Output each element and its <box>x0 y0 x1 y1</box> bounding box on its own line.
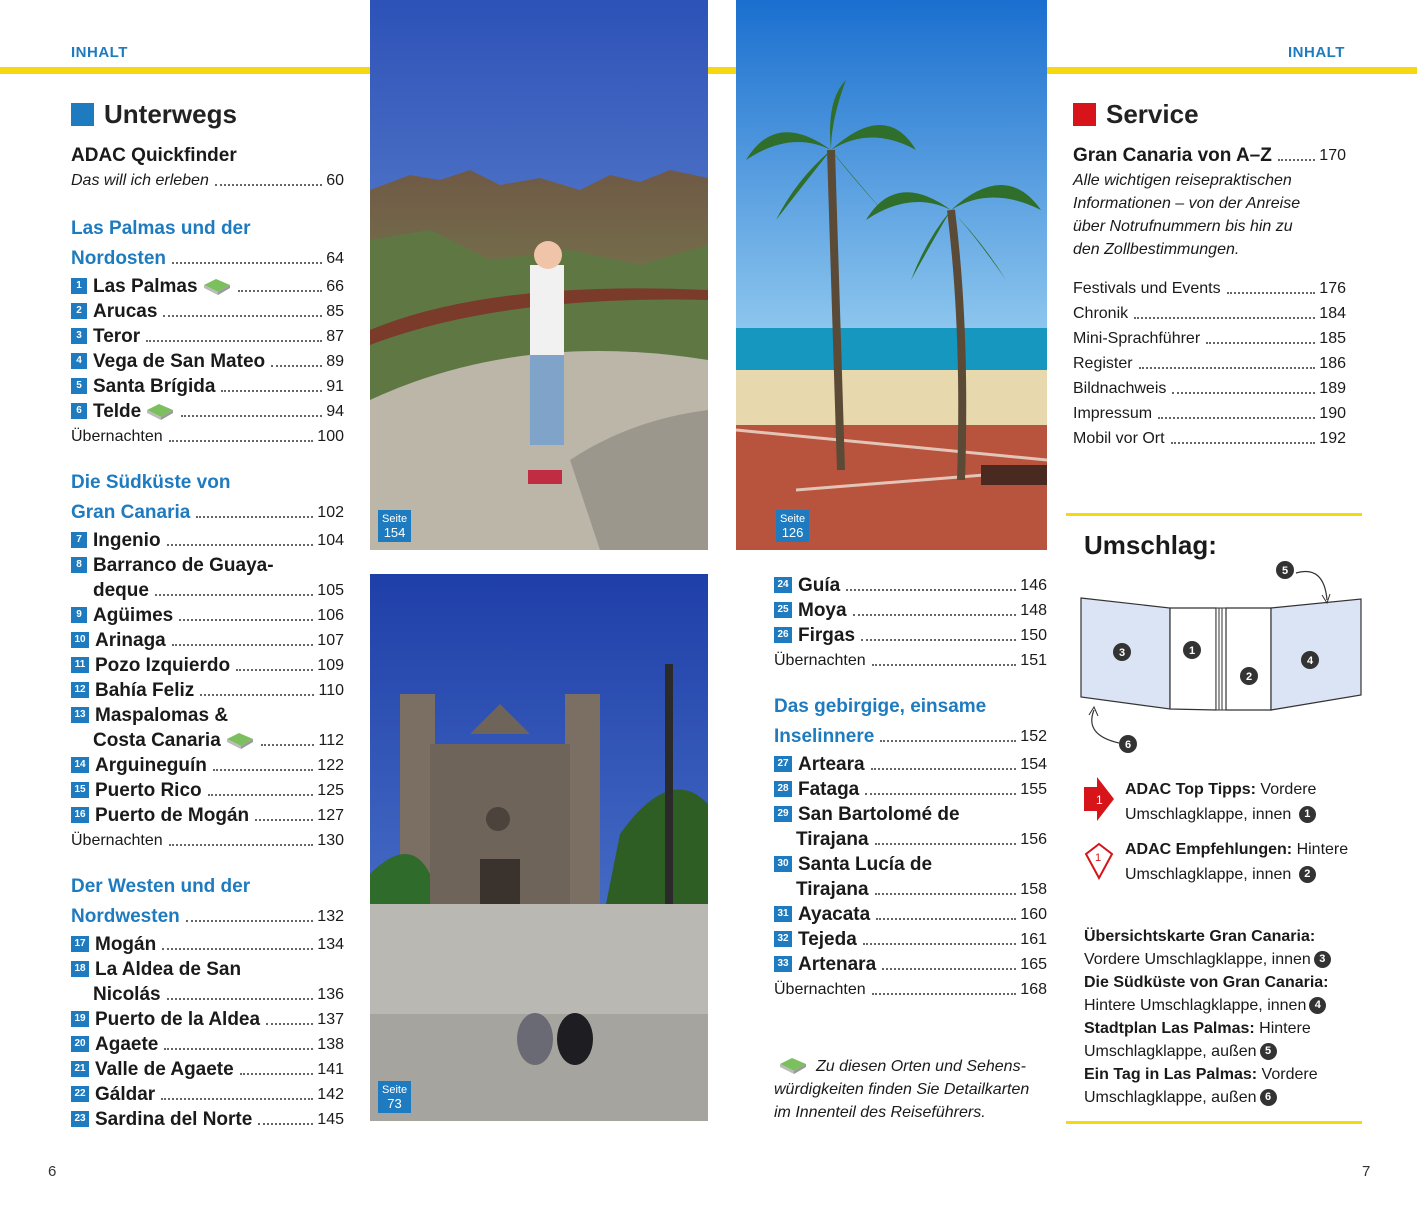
toc-entry[interactable] <box>71 1006 344 1031</box>
entry-page: 127 <box>317 807 344 824</box>
svg-text:1: 1 <box>1188 645 1196 657</box>
toc-entry[interactable] <box>71 1106 344 1131</box>
toc-left <box>71 142 344 1131</box>
photo-viewpoint-svg <box>370 0 708 550</box>
entry-number-badge: 20 <box>71 1036 89 1052</box>
umschlag-bottom-rule <box>1066 1121 1362 1124</box>
toc-entry-cont[interactable] <box>71 727 344 752</box>
entry-number-badge: 8 <box>71 557 87 573</box>
toc-entry[interactable] <box>71 702 344 727</box>
entry-number-badge: 6 <box>71 403 87 419</box>
entry-number-badge: 19 <box>71 1011 89 1027</box>
toc-entry[interactable] <box>71 298 344 323</box>
uebernachten-label: Übernachten <box>71 832 163 849</box>
header-rule-mid <box>708 67 736 74</box>
toc-entry[interactable] <box>774 801 1047 826</box>
entry-number-badge: 22 <box>71 1086 89 1102</box>
entry-number-badge: 17 <box>71 936 89 952</box>
service-entry[interactable] <box>1073 425 1346 450</box>
umschlag-title: Umschlag: <box>1084 530 1217 560</box>
region-title-cont: Inselinnere <box>774 726 875 747</box>
region-page: 132 <box>317 908 344 925</box>
entry-number-badge: 31 <box>774 906 792 922</box>
region-title[interactable]: Las Palmas und der <box>71 218 251 239</box>
toc-entry[interactable] <box>71 752 344 777</box>
photo-page-tag: Seite 154 <box>378 510 411 542</box>
uebernachten-label: Übernachten <box>774 981 866 998</box>
toc-entry[interactable] <box>71 652 344 677</box>
entry-name: Las Palmas <box>93 276 198 297</box>
photo-beach-svg <box>736 0 1047 550</box>
entry-number-badge: 16 <box>71 807 89 823</box>
entry-number-badge: 27 <box>774 756 792 772</box>
toc-entry[interactable] <box>71 398 344 423</box>
toc-entry[interactable] <box>774 851 1047 876</box>
entry-name: Barranco de Guaya- <box>93 555 274 576</box>
entry-name: Pozo Izquierdo <box>95 655 231 676</box>
service-entry-name: Chronik <box>1073 305 1129 322</box>
entry-name: Fataga <box>798 779 860 800</box>
toc-entry[interactable] <box>71 602 344 627</box>
service-entry-page: 192 <box>1319 430 1346 447</box>
toc-entry[interactable] <box>71 1056 344 1081</box>
region-title-row[interactable] <box>71 241 344 270</box>
entry-page: 109 <box>317 657 344 674</box>
svg-text:1: 1 <box>1096 793 1103 807</box>
quickfinder-sub-row[interactable]: Das will ich erleben 60 <box>71 172 344 189</box>
entry-page: 105 <box>317 582 344 599</box>
service-entry-page: 185 <box>1319 330 1346 347</box>
section-service-title: Service <box>1073 99 1199 130</box>
entry-page: 122 <box>317 757 344 774</box>
entry-name: Gáldar <box>95 1084 156 1105</box>
svg-text:6: 6 <box>1124 739 1132 751</box>
umschlag-top-rule <box>1066 513 1362 516</box>
entry-name: Maspalomas & <box>95 705 229 726</box>
entry-name: Moya <box>798 600 847 621</box>
toc-entry-cont[interactable] <box>774 876 1047 901</box>
az-row[interactable]: Gran Canaria von A–Z 170 <box>1073 145 1346 166</box>
uebernachten-label: Übernachten <box>71 428 163 445</box>
entry-number-badge: 9 <box>71 607 87 623</box>
entry-number-badge: 28 <box>774 781 792 797</box>
cover-fold-diagram <box>1074 555 1369 760</box>
empfehlungen-text: ADAC Empfehlungen: Hintere Umschlagklappe, innen 2 <box>1125 841 1349 883</box>
entry-page: 161 <box>1020 931 1047 948</box>
toc-entry[interactable] <box>774 951 1047 976</box>
entry-page: 91 <box>326 378 344 395</box>
detail-map-icon <box>778 1056 808 1074</box>
header-label-right: INHALT <box>1288 44 1345 61</box>
entry-page: 85 <box>326 303 344 320</box>
entry-page: 94 <box>326 403 344 420</box>
entry-page: 110 <box>318 682 344 699</box>
service-entry-name: Mobil vor Ort <box>1073 430 1165 447</box>
top-tipp-icon <box>1084 777 1114 821</box>
entry-page: 137 <box>317 1011 344 1028</box>
toc-entry[interactable] <box>71 956 344 981</box>
entry-name: Puerto de la Aldea <box>95 1009 261 1030</box>
entry-name: Guía <box>798 575 841 596</box>
quickfinder-title-row[interactable]: ADAC Quickfinder <box>71 145 237 166</box>
map-entry: Die Südküste von Gran Canaria: <box>1084 974 1329 991</box>
region-title-row[interactable] <box>71 899 344 928</box>
entry-name: Arucas <box>93 301 158 322</box>
entry-name: Tejeda <box>798 929 857 950</box>
svg-text:3: 3 <box>1118 647 1126 659</box>
detail-map-icon <box>225 731 255 749</box>
header-label-left: INHALT <box>71 44 128 61</box>
empfehlung-icon <box>1084 842 1114 880</box>
section-unterwegs-title: Unterwegs <box>71 99 237 130</box>
entry-name: Ingenio <box>93 530 161 551</box>
entry-page: 138 <box>317 1036 344 1053</box>
entry-page: 145 <box>317 1111 344 1128</box>
toc-entry[interactable] <box>71 552 344 577</box>
photo-page-tag: Seite 73 <box>378 1081 411 1113</box>
entry-page: 125 <box>317 782 344 799</box>
entry-name: Puerto de Mogán <box>95 805 250 826</box>
service-entry[interactable] <box>1073 325 1346 350</box>
entry-number-badge: 10 <box>71 632 89 648</box>
entry-page: 89 <box>326 353 344 370</box>
entry-name: Santa Lucía de <box>798 854 933 875</box>
svg-text:2: 2 <box>1245 671 1253 683</box>
toc-entry[interactable] <box>774 926 1047 951</box>
entry-name: Santa Brígida <box>93 376 216 397</box>
region-page: 102 <box>317 504 344 521</box>
service-entry-page: 184 <box>1319 305 1346 322</box>
toc-entry[interactable] <box>774 622 1047 647</box>
map-note-line-2: würdigkeiten finden Sie Detailkarten <box>774 1081 1030 1098</box>
entry-name: San Bartolomé de <box>798 804 960 825</box>
entry-page: 155 <box>1020 781 1047 798</box>
entry-page: 112 <box>318 732 344 749</box>
region-title-cont: Nordwesten <box>71 906 180 927</box>
entry-name-cont: Tirajana <box>796 829 869 850</box>
toc-entry[interactable] <box>774 572 1047 597</box>
toc-entry-cont[interactable] <box>71 577 344 602</box>
top-tipps-text: ADAC Top Tipps: Vordere Umschlagklappe, innen 1 <box>1125 781 1317 823</box>
region-title-row[interactable] <box>774 719 1047 748</box>
region-page: 64 <box>326 250 344 267</box>
entry-name-cont: Nicolás <box>93 984 161 1005</box>
entry-name: Bahía Feliz <box>95 680 195 701</box>
entry-page: 165 <box>1020 956 1047 973</box>
entry-page: 136 <box>317 986 344 1003</box>
entry-name: Valle de Agaete <box>95 1059 234 1080</box>
toc-entry[interactable] <box>774 776 1047 801</box>
entry-number-badge: 26 <box>774 627 792 643</box>
entry-number-badge: 29 <box>774 806 792 822</box>
entry-number-badge: 15 <box>71 782 89 798</box>
map-note <box>774 1055 1047 1124</box>
toc-entry[interactable] <box>71 273 344 298</box>
service-entry[interactable] <box>1073 400 1346 425</box>
entry-number-badge: 21 <box>71 1061 89 1077</box>
entry-page: 148 <box>1020 602 1047 619</box>
maps-list: Übersichtskarte Gran Canaria: Vordere Umschlagklappe, innen 3 Die Südküste von Gran Canaria: Hintere Umschlagklappe, innen 4 Stadtplan Las Palmas: Hintere Umschlagklappe, außen 5 Ein Tag in Las Palmas: Vordere Umschlagklappe, außen 6 <box>1084 925 1364 1109</box>
toc-entry[interactable] <box>71 373 344 398</box>
toc-entry[interactable] <box>774 901 1047 926</box>
entry-name: Teror <box>93 326 141 347</box>
toc-entry[interactable] <box>71 931 344 956</box>
toc-entry[interactable] <box>71 802 344 827</box>
region-title-cont: Nordosten <box>71 248 166 269</box>
entry-name: Arinaga <box>95 630 166 651</box>
section-square-icon <box>1073 103 1096 126</box>
uebernachten-page: 151 <box>1020 652 1047 669</box>
map-note-line-3: im Innenteil des Reiseführers. <box>774 1104 986 1121</box>
az-description: Alle wichtigen reisepraktischen Informationen – von der Anreise über Notrufnummern bis hin zu den Zollbestimmungen. <box>1073 172 1301 258</box>
entry-number-badge: 24 <box>774 577 792 593</box>
entry-name: Mogán <box>95 934 157 955</box>
entry-number-badge: 7 <box>71 532 87 548</box>
entry-page: 150 <box>1020 627 1047 644</box>
header-rule-right <box>1046 67 1417 74</box>
entry-name: Telde <box>93 401 142 422</box>
entry-number-badge: 14 <box>71 757 89 773</box>
toc-entry[interactable] <box>71 777 344 802</box>
entry-number-badge: 11 <box>71 657 89 673</box>
service-entry-page: 176 <box>1319 280 1346 297</box>
uebernachten-page: 130 <box>317 832 344 849</box>
svg-text:5: 5 <box>1281 565 1289 577</box>
toc-entry-cont[interactable] <box>71 981 344 1006</box>
entry-name: Arteara <box>798 754 865 775</box>
service-entry-name: Register <box>1073 355 1133 372</box>
uebernachten-label: Übernachten <box>774 652 866 669</box>
photo-page-tag: Seite 126 <box>776 510 809 542</box>
ref-circle: 1 <box>1299 806 1316 823</box>
toc-entry[interactable] <box>71 677 344 702</box>
map-entry: Ein Tag in Las Palmas: Vordere <box>1084 1066 1318 1083</box>
entry-page: 87 <box>326 328 344 345</box>
uebernachten-page: 100 <box>317 428 344 445</box>
region-title[interactable]: Das gebirgige, einsame <box>774 696 987 717</box>
detail-map-icon <box>145 402 175 420</box>
uebernachten-row[interactable] <box>774 647 1047 672</box>
entry-page: 66 <box>326 278 344 295</box>
entry-number-badge: 25 <box>774 602 792 618</box>
region-page: 152 <box>1020 728 1047 745</box>
service-entry-page: 189 <box>1319 380 1346 397</box>
entry-number-badge: 23 <box>71 1111 89 1127</box>
entry-name: Agaete <box>95 1034 159 1055</box>
uebernachten-row[interactable] <box>71 827 344 852</box>
toc-entry[interactable] <box>71 627 344 652</box>
service-entry[interactable] <box>1073 300 1346 325</box>
entry-page: 154 <box>1020 756 1047 773</box>
entry-page: 158 <box>1020 881 1047 898</box>
entry-number-badge: 18 <box>71 961 89 977</box>
entry-number-badge: 30 <box>774 856 792 872</box>
photo-cathedral <box>370 574 708 1121</box>
entry-page: 160 <box>1020 906 1047 923</box>
region-title[interactable]: Die Südküste von <box>71 472 231 493</box>
toc-entry[interactable] <box>71 348 344 373</box>
entry-name: Vega de San Mateo <box>93 351 266 372</box>
entry-name: Sardina del Norte <box>95 1109 253 1130</box>
entry-name: Agüimes <box>93 605 174 626</box>
svg-text:4: 4 <box>1306 655 1314 667</box>
service-entry-name: Impressum <box>1073 405 1153 422</box>
service-entry[interactable] <box>1073 275 1346 300</box>
page-number-right: 7 <box>1362 1163 1371 1180</box>
entry-name: La Aldea de San <box>95 959 242 980</box>
map-entry: Übersichtskarte Gran Canaria: <box>1084 928 1316 945</box>
photo-viewpoint-hiker <box>370 0 708 550</box>
entry-number-badge: 4 <box>71 353 87 369</box>
toc-entry[interactable] <box>71 527 344 552</box>
section-square-icon <box>71 103 94 126</box>
entry-page: 141 <box>317 1061 344 1078</box>
page-number-left: 6 <box>48 1163 57 1180</box>
entry-number-badge: 13 <box>71 707 89 723</box>
toc-entry[interactable] <box>71 1081 344 1106</box>
service-entry-name: Festivals und Events <box>1073 280 1221 297</box>
entry-name: Artenara <box>798 954 877 975</box>
entry-name: Firgas <box>798 625 856 646</box>
toc-entry-cont[interactable] <box>774 826 1047 851</box>
entry-name-cont: deque <box>93 580 149 601</box>
entry-name: Ayacata <box>798 904 871 925</box>
entry-page: 104 <box>317 532 344 549</box>
detail-map-icon <box>202 277 232 295</box>
entry-name-cont: Tirajana <box>796 879 869 900</box>
uebernachten-row[interactable] <box>774 976 1047 1001</box>
entry-name-cont: Costa Canaria <box>93 730 221 751</box>
service-entry-name: Bildnachweis <box>1073 380 1167 397</box>
toc-entry[interactable] <box>774 751 1047 776</box>
entry-number-badge: 12 <box>71 682 89 698</box>
map-entry: Stadtplan Las Palmas: Hintere <box>1084 1020 1311 1037</box>
region-title-cont: Gran Canaria <box>71 502 191 523</box>
entry-page: 142 <box>317 1086 344 1103</box>
map-note-line-1: Zu diesen Orten und Sehens- <box>816 1058 1026 1075</box>
toc-right <box>1073 142 1346 450</box>
service-entry-name: Mini-Sprachführer <box>1073 330 1201 347</box>
svg-text:1: 1 <box>1095 852 1102 864</box>
entry-number-badge: 5 <box>71 378 87 394</box>
entry-page: 134 <box>317 936 344 953</box>
toc-entry[interactable] <box>71 1031 344 1056</box>
entry-page: 146 <box>1020 577 1047 594</box>
toc-middle <box>774 572 1047 1001</box>
uebernachten-row[interactable] <box>71 423 344 448</box>
entry-number-badge: 3 <box>71 328 87 344</box>
region-title-row[interactable] <box>71 495 344 524</box>
entry-page: 106 <box>317 607 344 624</box>
entry-page: 107 <box>317 632 344 649</box>
toc-entry[interactable] <box>774 597 1047 622</box>
entry-name: Arguineguín <box>95 755 207 776</box>
photo-beach-palms <box>736 0 1047 550</box>
entry-number-badge: 2 <box>71 303 87 319</box>
region-title[interactable]: Der Westen und der <box>71 876 251 897</box>
uebernachten-page: 168 <box>1020 981 1047 998</box>
entry-number-badge: 33 <box>774 956 792 972</box>
service-entry-page: 186 <box>1319 355 1346 372</box>
photo-cathedral-svg <box>370 574 708 1121</box>
header-rule-left <box>0 67 372 74</box>
entry-number-badge: 32 <box>774 931 792 947</box>
service-entry-page: 190 <box>1319 405 1346 422</box>
entry-number-badge: 1 <box>71 278 87 294</box>
service-entry[interactable] <box>1073 375 1346 400</box>
toc-entry[interactable] <box>71 323 344 348</box>
service-entry[interactable] <box>1073 350 1346 375</box>
ref-circle: 2 <box>1299 866 1316 883</box>
entry-page: 156 <box>1020 831 1047 848</box>
entry-name: Puerto Rico <box>95 780 202 801</box>
